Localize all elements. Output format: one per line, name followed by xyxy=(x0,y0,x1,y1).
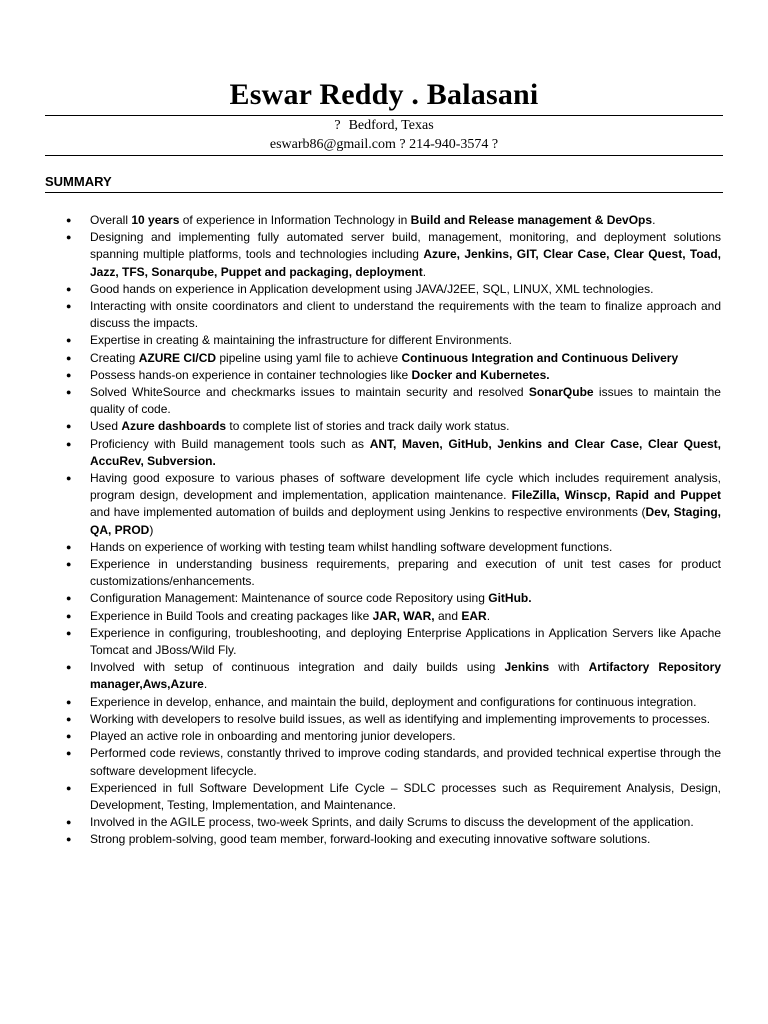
summary-item-text: Designing and implementing fully automated server build, management, monitoring, and deployment solutions spanning multiple platforms, tools and technologies including xyxy=(90,230,721,262)
summary-item-text: and have implemented automation of builds and deployment using Jenkins to respective environments ( xyxy=(90,505,646,520)
summary-item-text: Overall xyxy=(90,213,132,227)
summary-item-text: Proficiency with Build management tools such as xyxy=(90,436,370,451)
summary-item-text: of experience in Information Technology in xyxy=(179,213,411,227)
summary-item xyxy=(45,590,721,607)
summary-item xyxy=(45,694,721,711)
summary-item-text: . xyxy=(203,677,208,692)
summary-item xyxy=(45,384,721,418)
summary-item xyxy=(45,229,721,281)
summary-item xyxy=(45,281,721,298)
summary-item-text: Experience in understanding business requirements, preparing and execution of unit test cases for product customizations/enhancements. xyxy=(90,557,721,589)
summary-item xyxy=(45,367,721,384)
summary-item-bold-text: SonarQube xyxy=(528,385,594,400)
summary-item-text: Hands on experience of working with testing team whilst handling software development functions. xyxy=(90,539,613,554)
summary-item-text: pipeline using yaml file to achieve xyxy=(216,350,402,365)
summary-item-text: . xyxy=(422,264,427,279)
summary-item-text: and xyxy=(434,608,462,623)
summary-item xyxy=(45,298,721,332)
summary-item-text: issues to maintain the quality of code. xyxy=(90,385,721,417)
summary-item xyxy=(45,814,721,831)
summary-item-text: Experience in configuring, troubleshooting, and deploying Enterprise Applications in Application Servers like Apache Tomcat and JBoss/Wild Fly. xyxy=(90,625,721,658)
summary-item-text: Experience in develop, enhance, and maintain the build, deployment and configurations for continuous integration. xyxy=(90,694,697,709)
summary-item xyxy=(45,332,721,349)
summary-item-text: with xyxy=(549,660,589,675)
summary-divider xyxy=(45,192,723,193)
summary-item-bold-text: Build and Release management & DevOps xyxy=(410,213,653,227)
summary-item-bold-text: Continuous Integration and Continuous Delivery xyxy=(401,350,679,365)
summary-item-text: Performed code reviews, constantly thrived to improve coding standards, and provided technical expertise through the software development lifecycle. xyxy=(90,746,721,778)
summary-item xyxy=(45,470,721,539)
summary-item xyxy=(45,539,721,556)
summary-item xyxy=(45,728,721,745)
summary-item xyxy=(45,780,721,814)
summary-item xyxy=(45,659,721,693)
summary-item-bold-text: Docker and Kubernetes. xyxy=(411,367,550,382)
summary-item-text: . xyxy=(652,213,656,227)
summary-list xyxy=(45,212,721,849)
location-line xyxy=(0,118,768,134)
summary-item-text: ) xyxy=(149,522,154,537)
contact-divider xyxy=(45,155,723,156)
summary-item-text: Involved in the AGILE process, two-week Sprints, and daily Scrums to discuss the development of the application. xyxy=(90,815,694,830)
section-heading-summary: SUMMARY xyxy=(45,174,112,189)
summary-item-bold-text: Azure dashboards xyxy=(121,419,227,434)
summary-item-text: Creating xyxy=(90,350,139,365)
summary-item xyxy=(45,436,721,470)
summary-item-text: Solved WhiteSource and checkmarks issues to maintain security and resolved xyxy=(90,385,529,400)
summary-item-bold-text: GitHub. xyxy=(488,591,532,606)
summary-item-text: Interacting with onsite coordinators and client to understand the requirements with the team to finalize approach and discuss the impacts. xyxy=(90,299,721,331)
summary-item xyxy=(45,711,721,728)
candidate-name: Eswar Reddy . Balasani xyxy=(229,78,539,111)
summary-item-text: Used xyxy=(90,419,122,434)
summary-item-bold-text: FileZilla, Winscp, Rapid and Puppet xyxy=(511,488,722,503)
summary-item-text: Experience in Build Tools and creating packages like xyxy=(90,608,373,623)
summary-item-bold-text: 10 years xyxy=(131,213,180,227)
header-divider xyxy=(45,115,723,116)
summary-item-text: Experienced in full Software Development Life Cycle – SDLC processes such as Requirement Analysis, Design, Development, Testing, Implementation, and Maintenance. xyxy=(90,780,721,812)
summary-item-text: Having good exposure to various phases of software development life cycle which includes requirement analysis, program design, development and implementation, application maintenance. xyxy=(90,471,721,503)
summary-item-bold-text: Dev, Staging, QA, PROD xyxy=(90,505,721,537)
summary-item-text: Configuration Management: Maintenance of source code Repository using xyxy=(90,591,489,606)
summary-item-bold-text: Azure, Jenkins, GIT, Clear Case, Clear Quest, Toad, Jazz, TFS, Sonarqube, Puppet and packaging, deployment xyxy=(90,247,721,279)
location-marker: ? xyxy=(334,118,341,133)
summary-item-bold-text: AZURE CI/CD xyxy=(138,350,217,365)
summary-item-text: Expertise in creating & maintaining the infrastructure for different Environments. xyxy=(90,333,512,348)
summary-item xyxy=(45,556,721,590)
summary-item-text: Played an active role in onboarding and mentoring junior developers. xyxy=(90,729,456,744)
summary-item-bold-text: Artifactory Repository manager,Aws,Azure xyxy=(90,660,721,692)
contact-line: eswarb86@gmail.com ? 214-940-3574 ? xyxy=(269,137,499,152)
location-text: Bedford, Texas xyxy=(348,118,434,133)
summary-item xyxy=(45,608,721,625)
summary-item-bold-text: Jenkins xyxy=(504,660,550,675)
summary-item xyxy=(45,350,721,367)
summary-item-bold-text: EAR xyxy=(461,608,487,623)
summary-item-bold-text: ANT, Maven, GitHub, Jenkins and Clear Case, Clear Quest, AccuRev, Subversion. xyxy=(90,436,721,468)
summary-item-bold-text: JAR, WAR, xyxy=(372,608,435,623)
summary-item xyxy=(45,745,721,779)
summary-item-text: . xyxy=(486,608,491,623)
summary-item xyxy=(45,212,721,229)
summary-item xyxy=(45,418,721,435)
summary-item xyxy=(45,831,721,848)
summary-item-text: Strong problem-solving, good team member, forward-looking and executing innovative software solutions. xyxy=(90,832,651,847)
summary-item-text: to complete list of stories and track daily work status. xyxy=(226,419,510,434)
summary-item-text: Possess hands-on experience in container technologies like xyxy=(90,367,412,382)
summary-item xyxy=(45,625,721,659)
summary-item-text: Involved with setup of continuous integration and daily builds using xyxy=(90,660,505,675)
summary-item-text: Good hands on experience in Application development using JAVA/J2EE, SQL, LINUX, XML technologies. xyxy=(90,281,654,296)
summary-item-text: Working with developers to resolve build issues, as well as identifying and implementing improvements to processes. xyxy=(90,711,711,726)
